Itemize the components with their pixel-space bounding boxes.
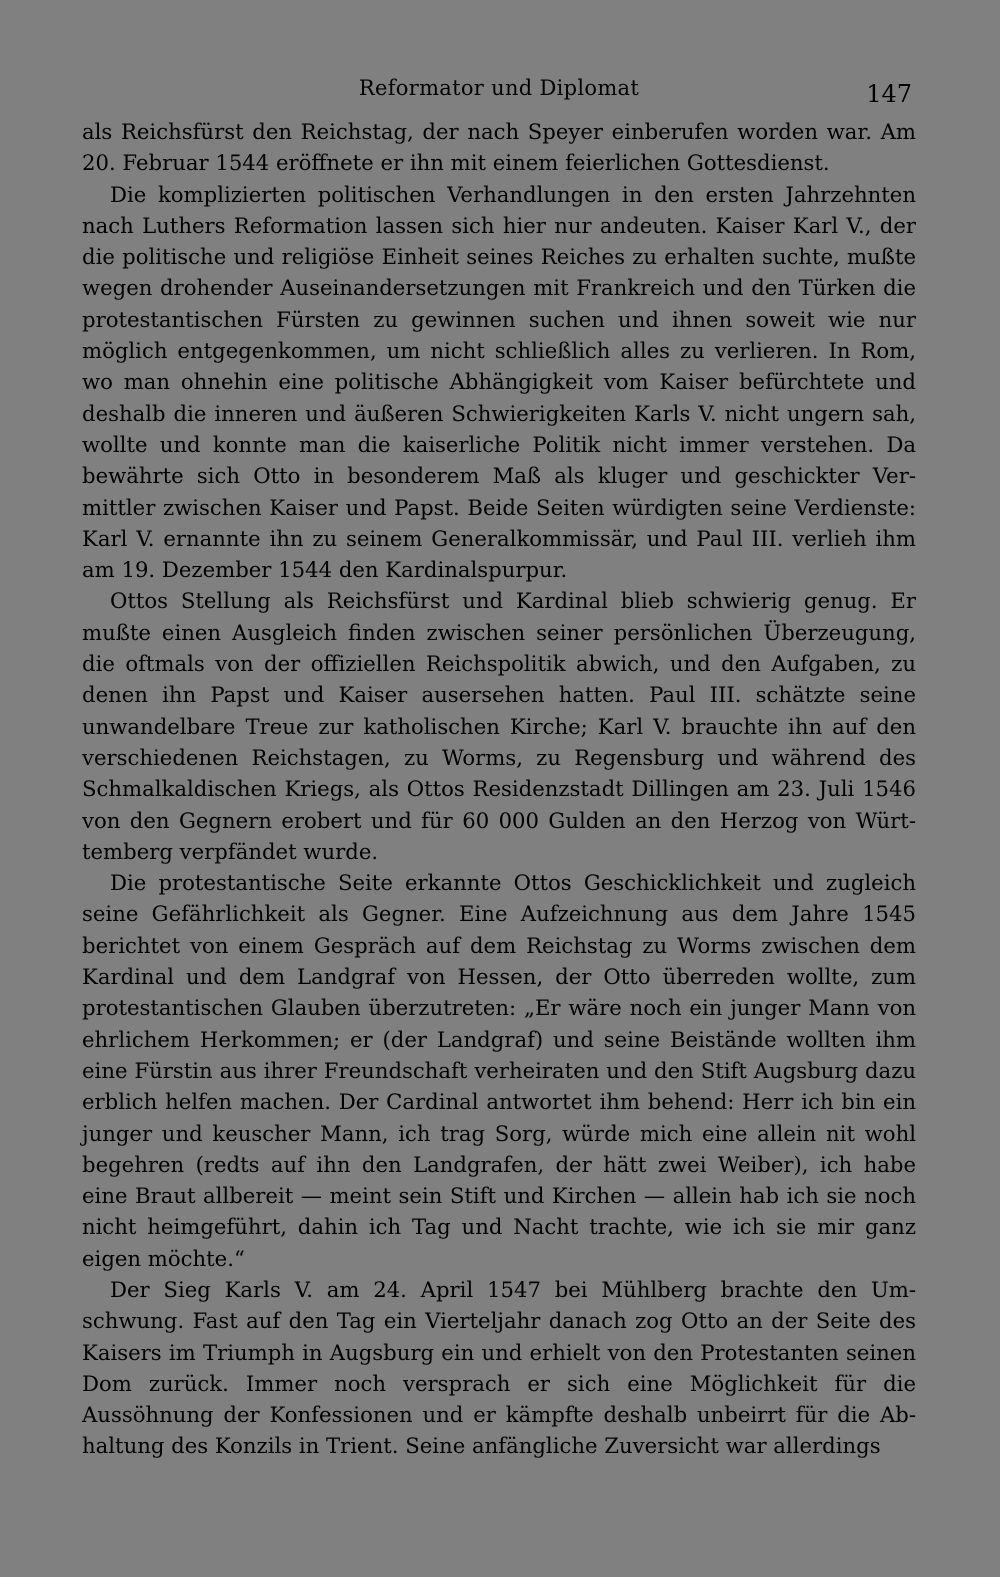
book-page (82, 72, 916, 1462)
page-number: 147 (866, 80, 912, 108)
paragraph-5: Der Sieg Karls V. am 24. April 1547 bei Mühlberg brachte den Umschwung. Fast auf den Tag ein Vierteljahr danach zog Otto an der Seite des Kaisers im Triumph in Augsburg ein und erhielt von den Protestanten seinen Dom zurück. Immer noch versprach er sich eine Möglichkeit für die Aussöhnung der Konfessionen und er kämpfte deshalb unbeirrt für die Abhaltung des Konzils in Trient. Seine anfängliche Zuversicht war allerdings (82, 1276, 916, 1459)
paragraph-2: Die komplizierten politischen Verhandlungen in den ersten Jahrzehnten nach Luthers Reformation lassen sich hier nur andeuten. Kaiser Karl V., der die politische und religiöse Einheit seines Reiches zu erhalten suchte, mußte wegen drohender Auseinandersetzungen mit Frankreich und den Türken die protestantischen Fürsten zu gewinnen suchen und ihnen soweit wie nur möglich entgegenkommen, um nicht schließlich alles zu verlieren. In Rom, wo man ohnehin eine politische Abhängigkeit vom Kaiser befürchtete und deshalb die inneren und äußeren Schwierigkeiten Karls V. nicht ungern sah, wollte und konnte man die kaiserliche Politik nicht immer verstehen. Da bewährte sich Otto in besonderem Maß als kluger und geschickter Vermittler zwischen Kaiser und Papst. Beide Seiten würdigten seine Verdienste: Karl V. ernannte ihn zu seinem Generalkommissär, und Paul III. verlieh ihm am 19. Dezember 1544 den Kardinalspurpur. (82, 181, 916, 583)
paragraph-1: als Reichsfürst den Reichstag, der nach Speyer einberufen worden war. Am 20. Februar 1544 eröffnete er ihn mit einem feierlichen Gottesdienst. (82, 119, 916, 176)
paragraph-3: Ottos Stellung als Reichsfürst und Kardinal blieb schwierig genug. Er mußte einen Ausgleich finden zwischen seiner persönlichen Überzeugung, die oftmals von der offiziellen Reichspolitik abwich, und den Aufgaben, zu denen ihn Papst und Kaiser ausersehen hatten. Paul III. schätzte seine unwandelbare Treue zur katholischen Kirche; Karl V. brauchte ihn auf den verschiedenen Reichstagen, zu Worms, zu Regensburg und während des Schmalkaldischen Kriegs, als Ottos Residenzstadt Dillingen am 23. Juli 1546 von den Gegnern erobert und für 60 000 Gulden an den Herzog von Württemberg verpfändet wurde. (82, 588, 916, 864)
body-text (82, 116, 916, 1462)
running-head (82, 72, 916, 116)
paragraph-4: Die protestantische Seite erkannte Ottos Geschicklichkeit und zugleich seine Gefährlichkeit als Gegner. Eine Aufzeichnung aus dem Jahre 1545 berichtet von einem Gespräch auf dem Reichstag zu Worms zwischen dem Kardinal und dem Landgraf von Hessen, der Otto überreden wollte, zum protestantischen Glauben überzutreten: „Er wäre noch ein junger Mann von ehrlichem Herkommen; er (der Landgraf) und seine Beistände wollten ihm eine Fürstin aus ihrer Freundschaft verheiraten und den Stift Augsburg dazu erblich helfen machen. Der Cardinal antwortet ihm behend: Herr ich bin ein junger und keuscher Mann, ich trag Sorg, würde mich eine allein nit wohl begehren (redts auf ihn den Landgrafen, der hätt zwei Weiber), ich habe eine Braut allbereit — meint sein Stift und Kirchen — allein hab ich sie noch nicht heimgeführt, dahin ich Tag und Nacht trachte, wie ich sie mir ganz eigen möchte.“ (82, 870, 916, 1271)
running-title: Reformator und Diplomat (358, 76, 640, 100)
